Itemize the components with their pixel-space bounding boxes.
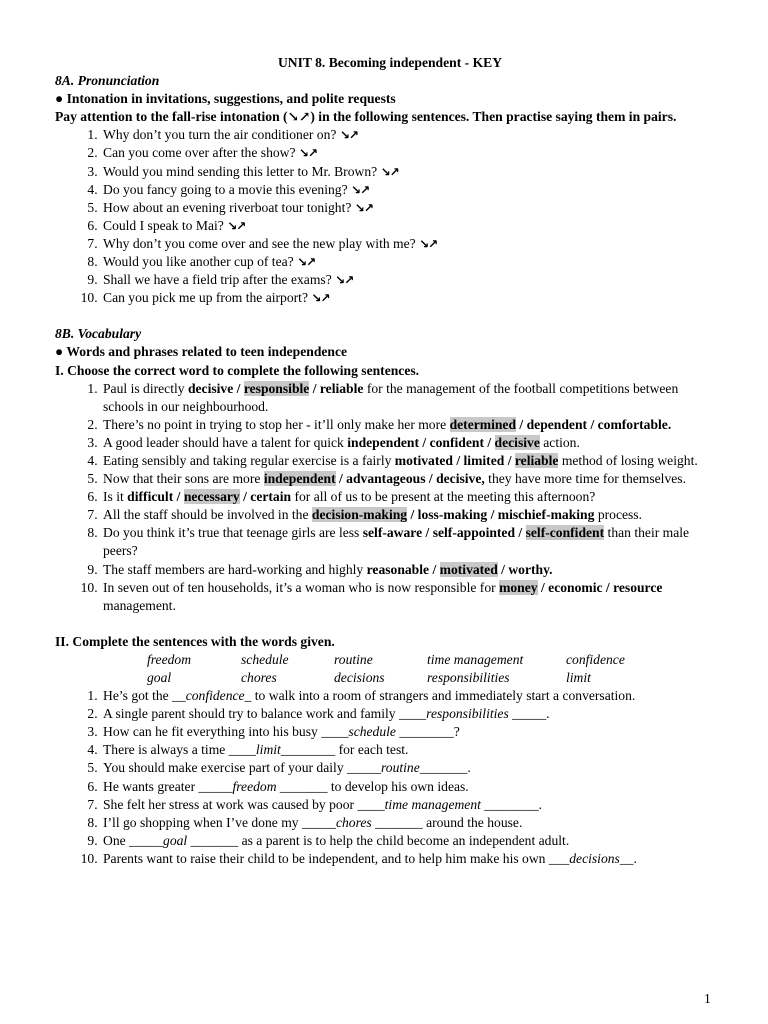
sentence-text: _______. <box>419 760 471 776</box>
exercise-1-item <box>101 452 715 470</box>
option: reasonable <box>366 561 430 577</box>
option-separator: / <box>422 525 433 541</box>
correct-option: independent <box>263 471 336 487</box>
sentence-text: than their male peers? <box>103 525 690 559</box>
answer-word: chores <box>335 814 372 830</box>
word-box-word: routine <box>334 651 373 667</box>
fall-rise-arrow-icon: ↘↗ <box>227 218 246 233</box>
sentence-text: __. <box>619 850 637 866</box>
word-box-word: schedule <box>241 651 289 667</box>
sentence-text: Can you come over after the show? <box>103 145 299 161</box>
option-separator: / <box>516 416 527 432</box>
sentence-text: method of losing weight. <box>558 452 698 468</box>
exercise-2-instruction: II. Complete the sentences with the words given. <box>55 633 335 649</box>
sentence-text: All the staff should be involved in the <box>103 507 312 523</box>
answer-word: decisions <box>569 850 620 866</box>
word-box-word: freedom <box>147 651 192 667</box>
correct-option: decision-making <box>311 507 408 523</box>
sentence-text: A good leader should have a talent for quick <box>103 434 348 450</box>
option-separator: / <box>515 525 526 541</box>
pronunciation-item <box>101 253 715 271</box>
pronunciation-item <box>101 217 715 235</box>
vocabulary-heading: 8B. Vocabulary <box>55 326 142 342</box>
pronunciation-item <box>101 163 715 181</box>
option-separator: / <box>487 507 498 523</box>
exercise-1-item <box>101 579 715 615</box>
sentence-text: Why don’t you turn the air conditioner on? <box>103 127 340 143</box>
option: difficult <box>127 489 174 505</box>
option: decisive, <box>436 471 485 487</box>
sentence-text: In seven out of ten households, it’s a woman who is now responsible for <box>103 579 500 595</box>
exercise-2-item <box>101 741 715 759</box>
sentence-text: Eating sensibly and taking regular exercise is a fairly <box>103 452 395 468</box>
fall-rise-arrow-icon: ↘↗ <box>380 164 399 179</box>
exercise-1-item <box>101 524 715 560</box>
exercise-2-item <box>101 814 715 832</box>
option: certain <box>250 489 292 505</box>
option: self-aware <box>362 525 423 541</box>
option-separator: / <box>407 507 418 523</box>
pronunciation-instruction: Pay attention to the fall-rise intonation (↘↗) in the following sentences. Then practise saying them in pairs. <box>55 109 677 125</box>
option-separator: / <box>483 434 495 450</box>
exercise-1-item <box>101 416 715 434</box>
sentence-text: _______ around the house. <box>371 814 523 830</box>
sentence-text: Parents want to raise their child to be independent, and to help him make his own ___ <box>103 850 570 866</box>
sentence-text: How about an evening riverboat tour tonight? <box>103 199 355 215</box>
sentence-text: Why don’t you come over and see the new play with me? <box>103 235 420 251</box>
sentence-text: Is it <box>103 489 128 505</box>
option: self-appointed <box>432 525 516 541</box>
option: motivated <box>394 452 453 468</box>
exercise-2-item <box>101 687 715 705</box>
answer-word: confidence <box>185 688 245 704</box>
sentence-text: ________? <box>395 724 460 740</box>
sentence-text: One _____ <box>103 832 164 848</box>
fall-rise-arrow-icon: ↘↗ <box>311 291 330 306</box>
word-box <box>147 651 715 687</box>
pronunciation-item <box>101 289 715 307</box>
answer-word: goal <box>163 832 188 848</box>
sentence-text: Now that their sons are more <box>103 471 264 487</box>
exercise-2-item <box>101 723 715 741</box>
exercise-2-item <box>101 778 715 796</box>
word-box-word: goal <box>147 670 172 685</box>
option: mischief-making <box>497 507 595 523</box>
exercise-1-item <box>101 470 715 488</box>
sentence-text: She felt her stress at work was caused by poor ____ <box>103 796 385 812</box>
exercise-1-item <box>101 506 715 524</box>
exercise-2-item <box>101 850 715 868</box>
option-separator: / <box>335 471 347 487</box>
fall-rise-arrow-icon: ↘↗ <box>419 236 438 251</box>
sentence-text: He’s got the __ <box>103 688 186 704</box>
word-box-word: decisions <box>334 670 385 685</box>
answer-word: limit <box>255 742 281 758</box>
correct-option: self-confident <box>525 525 605 541</box>
option-separator: / <box>429 561 440 577</box>
word-box-row <box>147 651 715 669</box>
exercise-1-instruction: I. Choose the correct word to complete the following sentences. <box>55 362 420 378</box>
word-box-word: confidence <box>566 651 625 667</box>
pronunciation-item <box>101 235 715 253</box>
page-number: 1 <box>704 991 711 1006</box>
word-box-word: limit <box>566 670 591 685</box>
sentence-text: _______ to develop his own ideas. <box>276 778 469 794</box>
pronunciation-item <box>101 144 715 162</box>
option-separator: / <box>425 471 437 487</box>
fall-rise-arrow-icon: ↘↗ <box>298 146 318 161</box>
option: decisive <box>187 380 234 396</box>
exercise-2-item <box>101 832 715 850</box>
option-separator: / <box>504 452 515 468</box>
exercise-1-item <box>101 488 715 506</box>
correct-option: decisive <box>494 434 540 450</box>
exercise-2-item <box>101 796 715 814</box>
word-box-row <box>147 669 715 687</box>
option: independent <box>347 434 420 450</box>
word-box-word: time management <box>427 651 524 667</box>
correct-option: responsible <box>243 380 310 396</box>
sentence-text: they have more time for themselves. <box>484 471 686 487</box>
sentence-text: There’s no point in trying to stop her - it’ll only make her more <box>103 416 450 432</box>
sentence-text: _______ as a parent is to help the child become an independent adult. <box>187 832 570 848</box>
answer-word: time management <box>384 796 481 812</box>
correct-option: motivated <box>439 561 498 577</box>
option-separator: / <box>419 434 430 450</box>
option: advantageous <box>346 471 426 487</box>
exercise-1-item <box>101 561 715 579</box>
exercise-2-list <box>55 687 715 868</box>
sentence-text: A single parent should try to balance work and family ____ <box>103 706 427 722</box>
exercise-1-item <box>101 380 715 416</box>
sentence-text: How can he fit everything into his busy ____ <box>103 724 349 740</box>
sentence-text: Do you think it’s true that teenage girls are less <box>103 525 363 541</box>
sentence-text: _ to walk into a room of strangers and immediately start a conversation. <box>244 688 636 704</box>
option: comfortable. <box>597 416 672 432</box>
exercise-2-item <box>101 759 715 777</box>
sentence-text: for the management of the football competitions between schools in our neighbourhood. <box>103 380 679 414</box>
correct-option: necessary <box>183 489 240 505</box>
sentence-text: Would you like another cup of tea? <box>103 254 298 270</box>
option-separator: / <box>309 380 320 396</box>
answer-word: schedule <box>348 724 396 740</box>
option: limited <box>463 452 505 468</box>
sentence-text: You should make exercise part of your daily _____ <box>103 760 381 776</box>
fall-rise-arrow-icon: ↘↗ <box>297 255 316 270</box>
fall-rise-arrow-icon: ↘↗ <box>351 182 370 197</box>
fall-rise-arrow-icon: ↘↗ <box>335 273 354 288</box>
option: reliable <box>319 380 364 396</box>
word-box-word: chores <box>241 670 277 685</box>
option: confident <box>429 434 484 450</box>
pronunciation-topic: ● Intonation in invitations, suggestions, and polite requests <box>55 91 396 107</box>
sentence-text: Do you fancy going to a movie this evening? <box>103 181 352 197</box>
option-separator: / <box>452 452 464 468</box>
sentence-text: There is always a time ____ <box>103 742 256 758</box>
exercise-2-item <box>101 705 715 723</box>
option-separator: / <box>233 380 244 396</box>
option-separator: / <box>239 489 251 505</box>
pronunciation-item <box>101 199 715 217</box>
pronunciation-item <box>101 271 715 289</box>
word-box-word: responsibilities <box>427 670 510 685</box>
option-separator: / <box>173 489 184 505</box>
answer-word: routine <box>381 760 420 776</box>
option: resource <box>613 579 663 595</box>
pronunciation-list <box>55 126 715 307</box>
fall-rise-arrow-icon: ↘↗ <box>339 128 358 143</box>
correct-option: money <box>499 579 538 595</box>
sentence-text: for all of us to be present at the meeting this afternoon? <box>291 489 596 505</box>
correct-option: determined <box>449 416 517 432</box>
option: loss-making <box>417 507 488 523</box>
sentence-text: Paul is directly <box>103 380 188 396</box>
sentence-text: Would you mind sending this letter to Mr. Brown? <box>103 163 381 179</box>
option-separator: / <box>537 579 549 595</box>
sentence-text: _____. <box>508 706 550 722</box>
option-separator: / <box>497 561 509 577</box>
sentence-text: action. <box>539 434 580 450</box>
pronunciation-item <box>101 126 715 144</box>
fall-rise-arrow-icon: ↘↗ <box>354 200 373 215</box>
sentence-text: Could I speak to Mai? <box>103 217 228 233</box>
page-title: UNIT 8. Becoming independent - KEY <box>277 55 503 70</box>
sentence-text: ________. <box>480 796 543 812</box>
pronunciation-heading: 8A. Pronunciation <box>55 73 160 89</box>
exercise-1-item <box>101 434 715 452</box>
option: economic <box>548 579 603 595</box>
option-separator: / <box>587 416 598 432</box>
sentence-text: ________ for each test. <box>280 742 409 758</box>
correct-option: reliable <box>514 452 559 468</box>
sentence-text: I’ll go shopping when I’ve done my _____ <box>103 814 336 830</box>
option: dependent <box>526 416 588 432</box>
option: worthy. <box>508 561 553 577</box>
sentence-text: process. <box>594 507 642 523</box>
document-content <box>55 54 715 868</box>
sentence-text: The staff members are hard-working and highly <box>103 561 367 577</box>
sentence-text: Shall we have a field trip after the exams? <box>103 272 336 288</box>
option-separator: / <box>602 579 614 595</box>
sentence-text: He wants greater _____ <box>103 778 233 794</box>
answer-word: freedom <box>232 778 277 794</box>
pronunciation-item <box>101 181 715 199</box>
answer-word: responsibilities <box>426 706 509 722</box>
vocabulary-topic: ● Words and phrases related to teen independence <box>55 344 348 360</box>
sentence-text: management. <box>103 597 176 613</box>
sentence-text: Can you pick me up from the airport? <box>103 290 312 306</box>
exercise-1-list <box>55 380 715 615</box>
